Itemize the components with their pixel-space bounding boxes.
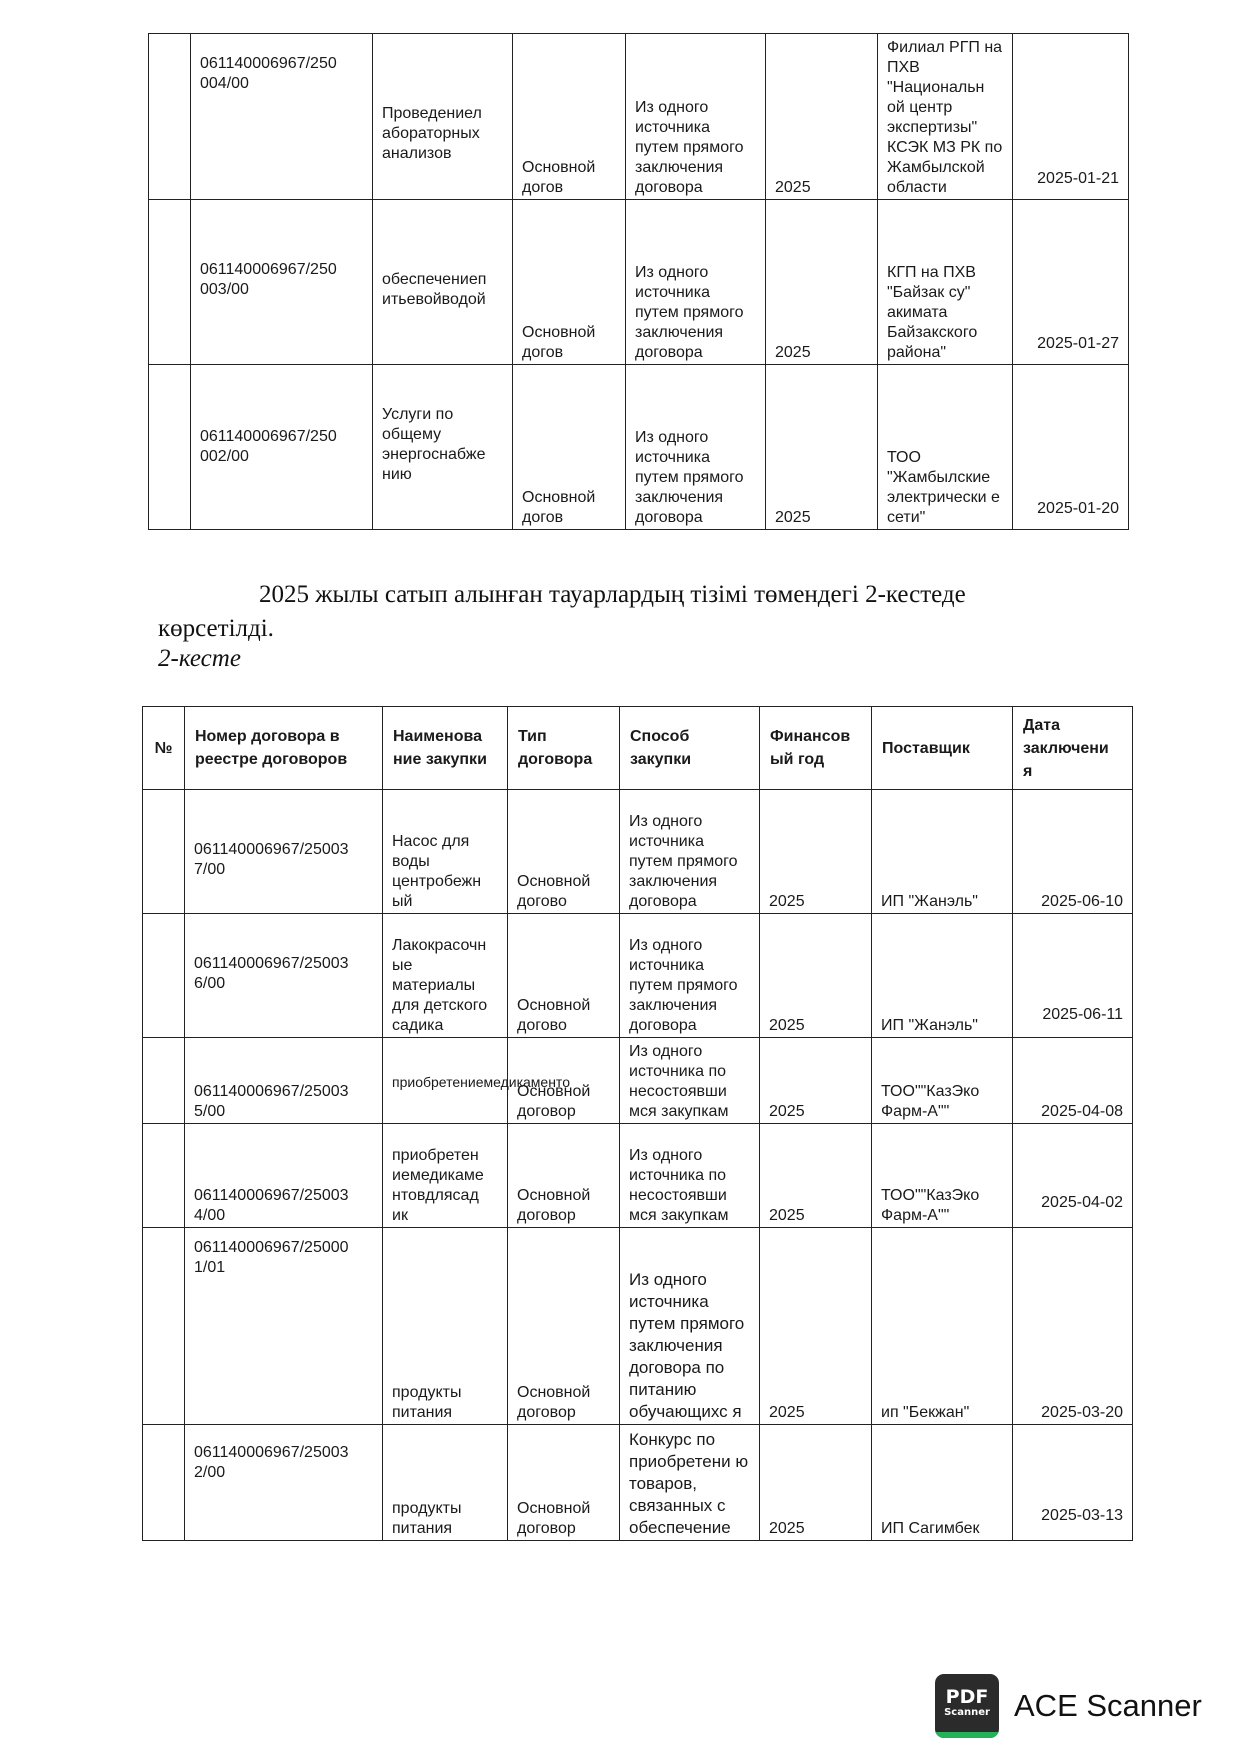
row-index-cell (143, 1124, 185, 1228)
supplier-cell: ИП "Жанэль" (872, 790, 1013, 914)
supplier-cell: ип "Бекжан" (872, 1228, 1013, 1425)
purchase-name-cell: обеспечениеп итьевойводой (373, 200, 513, 365)
table-row (143, 914, 1133, 1038)
pdf-scanner-logo-icon (935, 1674, 999, 1738)
contract-number-cell: 061140006967/25003 7/00 (185, 790, 383, 914)
row-index-cell (143, 914, 185, 1038)
contract-date-cell: 2025-01-21 (1013, 34, 1129, 200)
purchase-method-cell: Из одного источника путем прямого заключения договора (626, 34, 766, 200)
supplier-cell: ТОО""КазЭко Фарм-А"" (872, 1038, 1013, 1124)
purchase-method-cell: Из одного источника по несостоявши мся закупкам (620, 1124, 760, 1228)
table-header-row (143, 707, 1133, 790)
purchase-name-cell: приобретен иемедикаме нтовдлясад ик (383, 1124, 508, 1228)
contract-date-cell: 2025-06-10 (1013, 790, 1133, 914)
financial-year-cell: 2025 (760, 790, 872, 914)
supplier-cell: КГП на ПХВ "Байзак су" акимата Байзакского района" (878, 200, 1013, 365)
supplier-cell: ТОО""КазЭко Фарм-А"" (872, 1124, 1013, 1228)
purchase-method-cell: Из одного источника путем прямого заключения договора (626, 365, 766, 530)
contract-date-cell: 2025-01-27 (1013, 200, 1129, 365)
contract-type-cell: Основной догово (508, 790, 620, 914)
header-purchase-method: Способ закупки (620, 707, 760, 790)
header-supplier: Поставщик (872, 707, 1013, 790)
financial-year-cell: 2025 (760, 1124, 872, 1228)
table-row (143, 790, 1133, 914)
financial-year-cell: 2025 (760, 1228, 872, 1425)
contract-number-cell: 061140006967/25003 6/00 (185, 914, 383, 1038)
contract-type-cell: Основной догов (513, 34, 626, 200)
paragraph-line-1: 2025 жылы сатып алынған тауарлардың тізімі төмендегі 2-кестеде (259, 581, 966, 608)
contract-date-cell: 2025-01-20 (1013, 365, 1129, 530)
contract-date-cell: 2025-04-02 (1013, 1124, 1133, 1228)
financial-year-cell: 2025 (760, 1425, 872, 1541)
header-contract-type: Тип договора (508, 707, 620, 790)
contract-number-cell: 061140006967/25000 1/01 (185, 1228, 383, 1425)
purchase-name-cell: Насос для воды центробежн ый (383, 790, 508, 914)
ace-scanner-watermark (935, 1674, 1202, 1738)
contracts-table-1 (148, 33, 1129, 530)
contract-number-cell: 061140006967/25003 2/00 (185, 1425, 383, 1541)
purchase-name-cell: продукты питания (383, 1228, 508, 1425)
purchase-method-cell: Из одного источника по несостоявши мся закупкам (620, 1038, 760, 1124)
table-row (143, 1124, 1133, 1228)
financial-year-cell: 2025 (766, 200, 878, 365)
table-row (143, 1038, 1133, 1124)
purchase-name-cell: Услуги по общему энергоснабже нию (373, 365, 513, 530)
row-index-cell (149, 200, 191, 365)
contracts-table-2 (142, 706, 1133, 1541)
header-contract-number: Номер договора в реестре договоров (185, 707, 383, 790)
purchase-method-cell: Конкурс по приобретени ю товаров, связанных с обеспечение (620, 1425, 760, 1541)
purchase-method-cell: Из одного источника путем прямого заключения договора (620, 914, 760, 1038)
financial-year-cell: 2025 (766, 365, 878, 530)
contract-type-cell: Основной догов (513, 200, 626, 365)
contract-type-cell: Основной договор (508, 1425, 620, 1541)
contract-type-cell: Основной догово (508, 914, 620, 1038)
contract-number-cell: 061140006967/250 004/00 (191, 34, 373, 200)
contract-type-cell: Основной договор (508, 1038, 620, 1124)
logo-stripe (935, 1732, 999, 1738)
table-row (149, 200, 1129, 365)
purchase-method-cell: Из одного источника путем прямого заключения договора по питанию обучающихс я (620, 1228, 760, 1425)
row-index-cell (143, 1425, 185, 1541)
contract-date-cell: 2025-03-20 (1013, 1228, 1133, 1425)
contract-type-cell: Основной договор (508, 1124, 620, 1228)
supplier-cell: ИП "Жанэль" (872, 914, 1013, 1038)
row-index-cell (143, 790, 185, 914)
scanner-app-name: ACE Scanner (1014, 1688, 1202, 1723)
table-row (149, 34, 1129, 200)
financial-year-cell: 2025 (760, 914, 872, 1038)
table-row (149, 365, 1129, 530)
table-row (143, 1425, 1133, 1541)
supplier-cell: Филиал РГП на ПХВ "Национальн ой центр экспертизы" КСЭК МЗ РК по Жамбылской области (878, 34, 1013, 200)
contract-type-cell: Основной договор (508, 1228, 620, 1425)
logo-badge-line2: Scanner (944, 1707, 990, 1718)
contract-date-cell: 2025-04-08 (1013, 1038, 1133, 1124)
supplier-cell: ИП Сагимбек (872, 1425, 1013, 1541)
purchase-name-cell: продукты питания (383, 1425, 508, 1541)
financial-year-cell: 2025 (760, 1038, 872, 1124)
purchase-name-cell: приобретениемедикаменто (383, 1038, 508, 1124)
header-financial-year: Финансов ый год (760, 707, 872, 790)
row-index-cell (149, 365, 191, 530)
contract-date-cell: 2025-06-11 (1013, 914, 1133, 1038)
contract-number-cell: 061140006967/250 003/00 (191, 200, 373, 365)
header-contract-date: Дата заключени я (1013, 707, 1133, 790)
logo-badge-line1: PDF (945, 1686, 989, 1708)
purchase-name-cell: Лакокрасочн ые материалы для детского садика (383, 914, 508, 1038)
purchase-name-cell: Проведениел абораторных анализов (373, 34, 513, 200)
contract-date-cell: 2025-03-13 (1013, 1425, 1133, 1541)
purchase-method-cell: Из одного источника путем прямого заключения договора (626, 200, 766, 365)
paragraph-line-2: көрсетілді. (158, 615, 274, 642)
contract-number-cell: 061140006967/250 002/00 (191, 365, 373, 530)
row-index-cell (143, 1038, 185, 1124)
contract-number-cell: 061140006967/25003 5/00 (185, 1038, 383, 1124)
contract-type-cell: Основной догов (513, 365, 626, 530)
header-purchase-name: Наименова ние закупки (383, 707, 508, 790)
supplier-cell: ТОО "Жамбылские электрически е сети" (878, 365, 1013, 530)
row-index-cell (143, 1228, 185, 1425)
row-index-cell (149, 34, 191, 200)
table-caption: 2-кесте (158, 645, 241, 672)
purchase-method-cell: Из одного источника путем прямого заключения договора (620, 790, 760, 914)
table-row (143, 1228, 1133, 1425)
header-index: № (143, 707, 185, 790)
contract-number-cell: 061140006967/25003 4/00 (185, 1124, 383, 1228)
financial-year-cell: 2025 (766, 34, 878, 200)
